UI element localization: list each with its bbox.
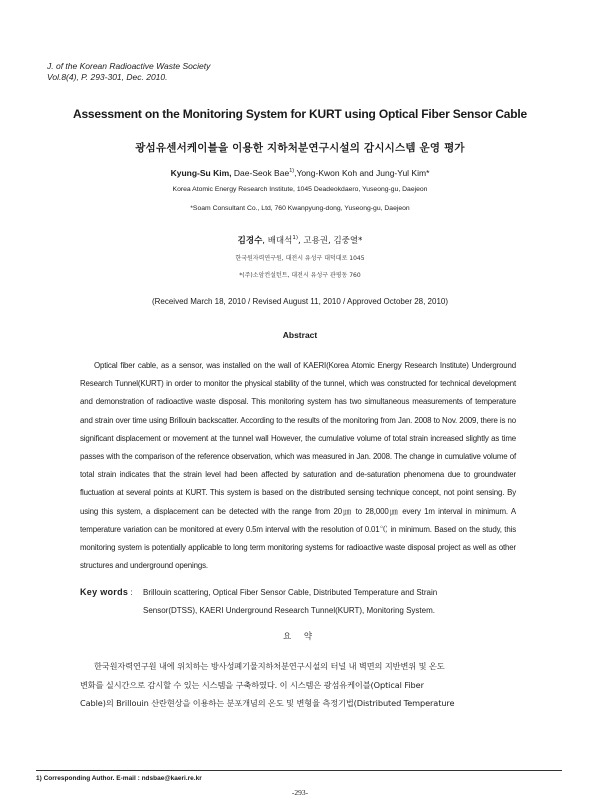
author-names-korean-tail: , 고용권, 김중열* bbox=[298, 236, 363, 246]
affiliation-kaeri: Korea Atomic Energy Research Institute, 1045 Deadeokdaero, Yuseong-gu, Daejeon bbox=[172, 186, 428, 193]
korean-abstract-body bbox=[80, 657, 516, 713]
paper-title-english: Assessment on the Monitoring System for KURT using Optical Fiber Sensor Cable bbox=[72, 107, 527, 121]
keywords-line-2: Sensor(DTSS), KAERI Underground Research Tunnel(KURT), Monitoring System. bbox=[143, 606, 435, 615]
author-names-korean: , 배대석 bbox=[262, 236, 293, 246]
affiliation-kaeri-korean: 한국원자력연구원, 대전시 유성구 대덕대로 1045 bbox=[235, 255, 365, 262]
korean-abstract-heading: 요 약 bbox=[282, 632, 318, 642]
journal-volume: Vol.8(4), P. 293-301, Dec. 2010. bbox=[47, 71, 168, 82]
abstract-body: Optical fiber cable, as a sensor, was installed on the wall of KAERI(Korea Atomic Energy Research Institute) Underground Research Tunnel(KURT) in order to monitor the physical stability of the tunnel, which was constructed for technical development and demonstration of radioactive waste disposal. This monitoring system has two simultaneous measurements of temperature and strain over time using Brillouin backscatter. According to the results of the monitoring from Jan. 2008 to Nov. 2009, there is no significant displacement or movement at the tunnel wall However, the cumulative volume of total strain increased slightly as time passes with the comparison of the reference observation, which was measured in Jan. 2008. The change in cumulative volume of total strain indicates that the strain level had been affected by saturation and de-saturation phenomena due to groundwater fluctuation at several points at KURT. This system is based on the distributed sensing technique concept, not point sensing. By using this system, a displacement can be detected with the range from 20㎛ to 28,000㎛ every 1m interval in minimum. A temperature variation can be monitored at every 0.5m interval with the resolution of 0.01℃ in minimum. Based on the study, this monitoring system is potentially applicable to long term monitoring systems for radioactive waste disposal project as well as other structures and underground openings. bbox=[80, 361, 516, 571]
keywords-block bbox=[80, 583, 516, 620]
page-number: -293- bbox=[291, 788, 309, 797]
author-names: Dae-Seok Bae bbox=[231, 168, 290, 178]
affiliation-soam-korean: *(주)소암컨설턴트, 대전시 유성구 관평동 760 bbox=[239, 272, 361, 279]
abstract-heading: Abstract bbox=[282, 330, 318, 340]
keywords-label: Key words bbox=[80, 587, 129, 597]
keywords-line-1: Brillouin scattering, Optical Fiber Sensor Cable, Distributed Temperature and Strain bbox=[143, 588, 438, 597]
korean-abstract-line-1: 한국원자력연구원 내에 위치하는 방사성폐기물지하처분연구시설의 터널 내 벽면의 지반변위 및 온도 bbox=[94, 661, 445, 671]
lead-author-korean: 김경수 bbox=[237, 236, 263, 246]
korean-abstract-line-3: Cable)의 Brillouin 산란현상을 이용하는 분포개념의 온도 및 변형율 측정기법(Distributed Temperature bbox=[80, 698, 455, 708]
author-footnote-mark: 1) bbox=[289, 168, 295, 175]
keywords-list bbox=[80, 584, 516, 620]
korean-abstract-line-2: 변화를 실시간으로 감시할 수 있는 시스템을 구축하였다. 이 시스템은 광섬유케이블(Optical Fiber bbox=[80, 679, 424, 690]
keywords-separator: : bbox=[128, 588, 133, 597]
affiliation-soam: *Soam Consultant Co., Ltd, 760 Kwanpyung-dong, Yuseong-gu, Daejeon bbox=[190, 205, 410, 212]
received-dates: (Received March 18, 2010 / Revised August 11, 2010 / Approved October 28, 2010) bbox=[151, 297, 449, 306]
corresponding-author-footnote: 1) Corresponding Author. E-mail : ndsbae@kaeri.re.kr bbox=[36, 775, 202, 782]
author-list-korean bbox=[0, 234, 600, 246]
lead-author: Kyung-Su Kim, bbox=[170, 168, 232, 178]
footnote-divider bbox=[36, 770, 562, 771]
journal-citation bbox=[47, 61, 210, 82]
paper-title-korean: 광섬유센서케이블을 이용한 지하처분연구시설의 감시시스템 운영 평가 bbox=[135, 142, 465, 154]
author-footnote-mark-korean: 1) bbox=[292, 235, 298, 242]
journal-name: J. of the Korean Radioactive Waste Society bbox=[47, 61, 211, 71]
author-list bbox=[0, 168, 600, 178]
author-names-tail: ,Yong-Kwon Koh and Jung-Yul Kim* bbox=[294, 168, 430, 178]
